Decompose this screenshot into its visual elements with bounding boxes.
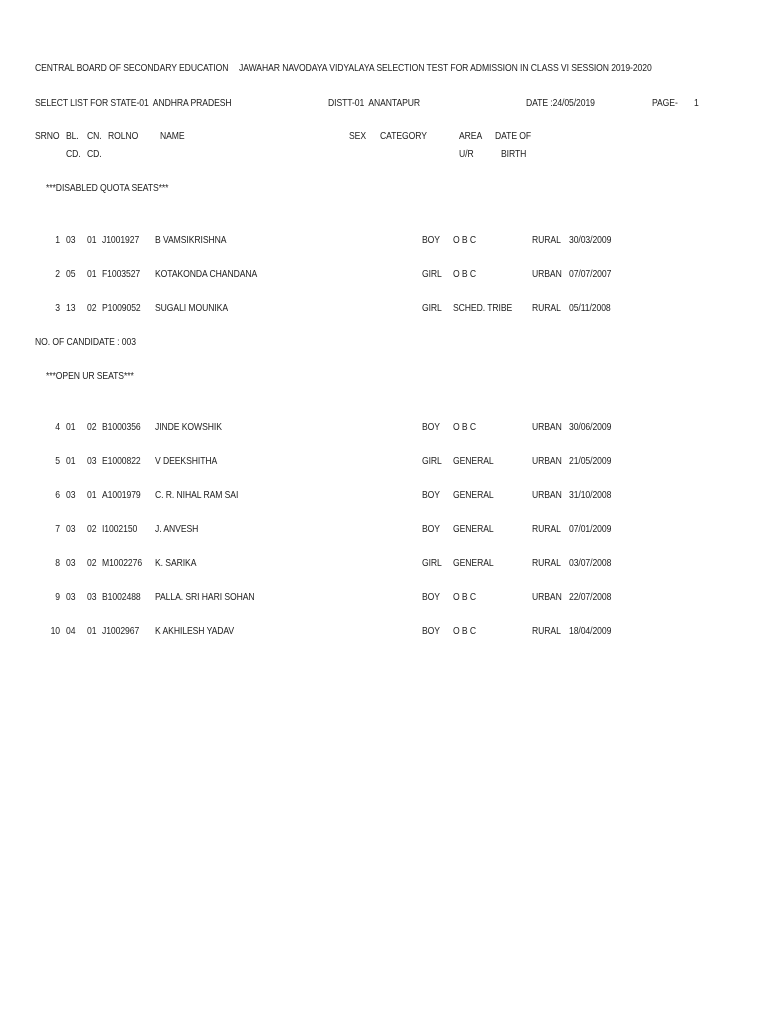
- cell-rolno: B1000356: [102, 421, 141, 433]
- cell-srno: 7: [55, 523, 60, 535]
- col-category: CATEGORY: [380, 130, 427, 142]
- cell-rolno: F1003527: [102, 268, 141, 280]
- district-label: DISTT-01 ANANTAPUR: [328, 97, 421, 109]
- cell-bl: 05: [66, 268, 76, 280]
- cell-category: O B C: [453, 421, 477, 433]
- cell-bl: 13: [66, 302, 76, 314]
- cell-cn: 02: [87, 523, 97, 535]
- cell-srno: 4: [55, 421, 60, 433]
- cell-category: GENERAL: [453, 557, 494, 569]
- cell-rolno: I1002150: [102, 523, 138, 535]
- cell-category: O B C: [453, 268, 477, 280]
- col-bl-cd: CD.: [66, 148, 81, 160]
- cell-srno: 10: [50, 625, 60, 637]
- col-area-ur: U/R: [459, 148, 474, 160]
- col-name: NAME: [160, 130, 185, 142]
- cell-name: KOTAKONDA CHANDANA: [155, 268, 258, 280]
- cell-srno: 5: [55, 455, 60, 467]
- cell-rolno: P1009052: [102, 302, 141, 314]
- cell-sex: GIRL: [422, 557, 442, 569]
- cell-dob: 22/07/2008: [569, 591, 612, 603]
- cell-name: C. R. NIHAL RAM SAI: [155, 489, 239, 501]
- cell-sex: GIRL: [422, 302, 442, 314]
- cell-category: GENERAL: [453, 489, 494, 501]
- cell-srno: 9: [55, 591, 60, 603]
- cell-bl: 01: [66, 455, 76, 467]
- document-title: JAWAHAR NAVODAYA VIDYALAYA SELECTION TEST FOR ADMISSION IN CLASS VI SESSION 2019-2020: [239, 62, 652, 74]
- cell-sex: BOY: [422, 523, 440, 535]
- cell-area: RURAL: [532, 625, 561, 637]
- cell-area: URBAN: [532, 591, 562, 603]
- section-title: ***OPEN UR SEATS***: [46, 370, 134, 382]
- state-label: SELECT LIST FOR STATE-01 ANDHRA PRADESH: [35, 97, 232, 109]
- cell-srno: 3: [55, 302, 60, 314]
- cell-bl: 01: [66, 421, 76, 433]
- cell-rolno: A1001979: [102, 489, 141, 501]
- cell-cn: 02: [87, 302, 97, 314]
- board-name: CENTRAL BOARD OF SECONDARY EDUCATION: [35, 62, 229, 74]
- cell-cn: 01: [87, 268, 97, 280]
- cell-cn: 02: [87, 557, 97, 569]
- cell-rolno: J1002967: [102, 625, 140, 637]
- col-date-of: DATE OF: [495, 130, 532, 142]
- cell-name: JINDE KOWSHIK: [155, 421, 222, 433]
- section-title: ***DISABLED QUOTA SEATS***: [46, 182, 169, 194]
- cell-srno: 6: [55, 489, 60, 501]
- cell-dob: 30/03/2009: [569, 234, 612, 246]
- cell-name: V DEEKSHITHA: [155, 455, 218, 467]
- cell-srno: 2: [55, 268, 60, 280]
- cell-area: URBAN: [532, 268, 562, 280]
- cell-name: K. SARIKA: [155, 557, 197, 569]
- cell-area: URBAN: [532, 455, 562, 467]
- cell-dob: 07/01/2009: [569, 523, 612, 535]
- cell-name: B VAMSIKRISHNA: [155, 234, 227, 246]
- cell-bl: 04: [66, 625, 76, 637]
- cell-category: GENERAL: [453, 523, 494, 535]
- cell-dob: 21/05/2009: [569, 455, 612, 467]
- cell-area: RURAL: [532, 302, 561, 314]
- col-cn-cd: CD.: [87, 148, 102, 160]
- cell-dob: 31/10/2008: [569, 489, 612, 501]
- cell-area: RURAL: [532, 234, 561, 246]
- cell-bl: 03: [66, 489, 76, 501]
- cell-rolno: M1002276: [102, 557, 143, 569]
- cell-dob: 03/07/2008: [569, 557, 612, 569]
- cell-rolno: B1002488: [102, 591, 141, 603]
- cell-sex: BOY: [422, 591, 440, 603]
- cell-category: O B C: [453, 591, 477, 603]
- cell-area: URBAN: [532, 421, 562, 433]
- cell-sex: BOY: [422, 234, 440, 246]
- cell-dob: 30/06/2009: [569, 421, 612, 433]
- cell-dob: 07/07/2007: [569, 268, 612, 280]
- cell-rolno: E1000822: [102, 455, 141, 467]
- cell-bl: 03: [66, 591, 76, 603]
- date-label: DATE :24/05/2019: [526, 97, 595, 109]
- page-label: PAGE-: [652, 97, 678, 109]
- cell-category: O B C: [453, 625, 477, 637]
- cell-sex: BOY: [422, 489, 440, 501]
- cell-category: GENERAL: [453, 455, 494, 467]
- cell-rolno: J1001927: [102, 234, 140, 246]
- cell-area: RURAL: [532, 557, 561, 569]
- cell-cn: 01: [87, 489, 97, 501]
- cell-bl: 03: [66, 523, 76, 535]
- cell-bl: 03: [66, 234, 76, 246]
- cell-srno: 8: [55, 557, 60, 569]
- col-srno: SRNO: [35, 130, 60, 142]
- col-rolno: ROLNO: [108, 130, 139, 142]
- cell-category: SCHED. TRIBE: [453, 302, 513, 314]
- candidate-count: NO. OF CANDIDATE : 003: [35, 336, 136, 348]
- col-birth: BIRTH: [501, 148, 527, 160]
- cell-sex: GIRL: [422, 455, 442, 467]
- col-area: AREA: [459, 130, 483, 142]
- cell-name: SUGALI MOUNIKA: [155, 302, 229, 314]
- cell-area: RURAL: [532, 523, 561, 535]
- cell-name: J. ANVESH: [155, 523, 199, 535]
- cell-name: PALLA. SRI HARI SOHAN: [155, 591, 255, 603]
- cell-bl: 03: [66, 557, 76, 569]
- col-cn: CN.: [87, 130, 102, 142]
- cell-cn: 03: [87, 455, 97, 467]
- cell-sex: BOY: [422, 421, 440, 433]
- cell-sex: BOY: [422, 625, 440, 637]
- cell-category: O B C: [453, 234, 477, 246]
- cell-srno: 1: [55, 234, 60, 246]
- col-bl: BL.: [66, 130, 79, 142]
- cell-area: URBAN: [532, 489, 562, 501]
- cell-cn: 01: [87, 625, 97, 637]
- cell-cn: 03: [87, 591, 97, 603]
- cell-dob: 18/04/2009: [569, 625, 612, 637]
- cell-name: K AKHILESH YADAV: [155, 625, 235, 637]
- page-number: 1: [694, 97, 699, 109]
- cell-cn: 01: [87, 234, 97, 246]
- col-sex: SEX: [349, 130, 366, 142]
- cell-sex: GIRL: [422, 268, 442, 280]
- cell-cn: 02: [87, 421, 97, 433]
- cell-dob: 05/11/2008: [569, 302, 611, 314]
